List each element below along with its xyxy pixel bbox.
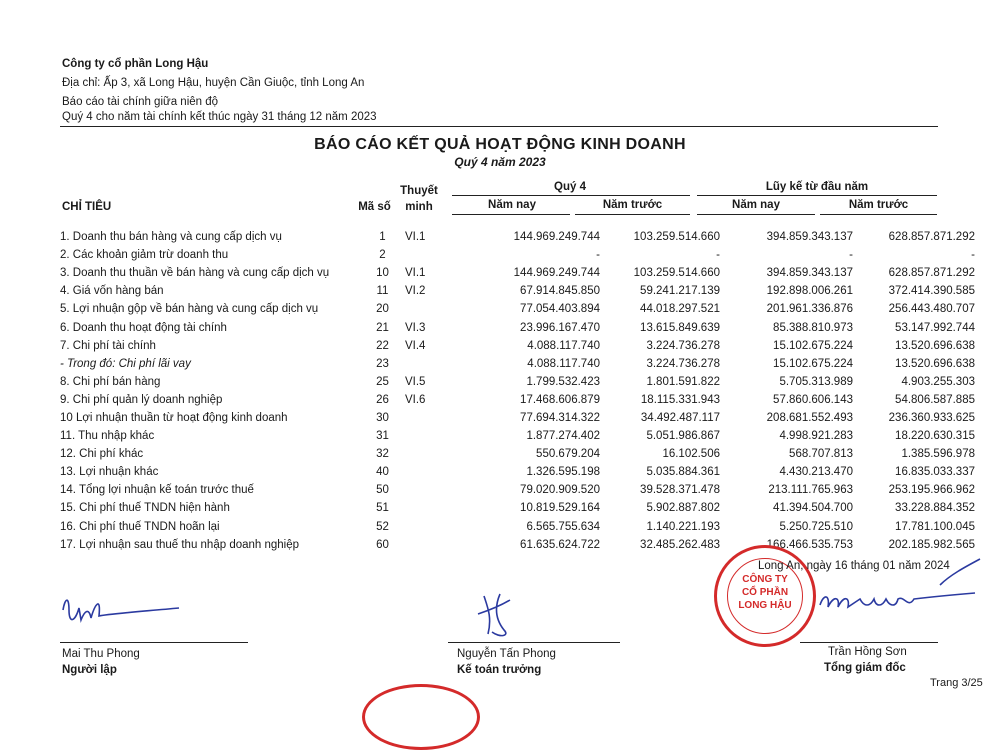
row-quarter-previous: 59.241.217.139	[640, 285, 720, 298]
row-ytd-previous: 253.195.966.962	[888, 484, 975, 497]
row-note	[405, 445, 460, 463]
col-quarter-current: Năm nay	[488, 199, 536, 211]
col-note: Thuyết minh	[400, 185, 438, 213]
row-quarter-current: 79.020.909.520	[520, 484, 600, 497]
row-quarter-previous: 1.140.221.193	[646, 520, 720, 533]
table-row	[60, 463, 975, 481]
row-indicator: 15. Chi phí thuế TNDN hiện hành	[60, 502, 230, 515]
director-line	[800, 642, 938, 643]
row-note	[405, 463, 460, 481]
row-quarter-previous: 18.115.331.943	[640, 393, 720, 406]
seal-line-3: LONG HẬU	[738, 600, 792, 611]
row-quarter-previous: 3.224.736.278	[646, 339, 720, 352]
row-quarter-current: 1.877.274.402	[526, 430, 600, 443]
row-ytd-current: 192.898.006.261	[766, 285, 853, 298]
row-code: 10	[376, 267, 389, 280]
row-note: VI.4	[405, 339, 426, 352]
row-code: 1	[379, 231, 386, 244]
table-row	[60, 300, 975, 318]
table-row	[60, 318, 975, 336]
ytd-current-rule	[697, 214, 815, 215]
seal-line-2: CỔ PHẦN	[741, 587, 789, 598]
row-ytd-previous: 236.360.933.625	[888, 411, 975, 424]
row-ytd-current: 85.388.810.973	[773, 321, 853, 334]
table-row	[60, 445, 975, 463]
row-indicator: 4. Giá vốn hàng bán	[60, 285, 164, 298]
row-ytd-previous: 13.520.696.638	[895, 357, 975, 370]
row-code: 25	[376, 375, 389, 388]
col-ytd-group: Lũy kế từ đầu năm	[765, 181, 869, 193]
row-code: 60	[376, 538, 389, 551]
col-quarter-group: Quý 4	[554, 181, 586, 193]
preparer-signature	[55, 580, 195, 640]
row-ytd-current: 41.394.504.700	[773, 502, 853, 515]
row-ytd-current: 568.707.813	[789, 448, 853, 461]
table-row	[60, 282, 975, 300]
row-ytd-previous: 1.385.596.978	[901, 448, 975, 461]
row-indicator: 3. Doanh thu thuần về bán hàng và cung cấp dịch vụ	[60, 267, 330, 280]
director-role: Tổng giám đốc	[824, 662, 906, 674]
row-code: 31	[376, 430, 389, 443]
table-row	[60, 499, 975, 517]
row-indicator: 17. Lợi nhuận sau thuế thu nhập doanh nghiệp	[60, 538, 300, 551]
row-note	[405, 300, 460, 318]
row-indicator: 11. Thu nhập khác	[60, 430, 155, 443]
director-name: Trần Hồng Sơn	[828, 646, 907, 658]
row-quarter-current: 144.969.249.744	[513, 267, 600, 280]
preparer-role: Người lập	[62, 664, 117, 676]
row-ytd-current: 15.102.675.224	[773, 357, 853, 370]
row-note	[405, 409, 460, 427]
row-ytd-previous: 628.857.871.292	[888, 231, 975, 244]
row-quarter-previous: 5.902.887.802	[646, 502, 720, 515]
row-quarter-previous: 103.259.514.660	[633, 231, 720, 244]
report-title: BÁO CÁO KẾT QUẢ HOẠT ĐỘNG KINH DOANH	[314, 136, 686, 153]
row-ytd-previous: 18.220.630.315	[895, 430, 975, 443]
accountant-signature	[470, 590, 530, 640]
row-ytd-current: 15.102.675.224	[773, 339, 853, 352]
company-address: Địa chỉ: Ấp 3, xã Long Hậu, huyện Cần Giuộc, tỉnh Long An	[62, 77, 365, 89]
preparer-line	[60, 642, 248, 643]
col-ytd-current: Năm nay	[732, 199, 780, 211]
row-code: 23	[376, 357, 389, 370]
row-quarter-previous: 32.485.262.483	[640, 538, 720, 551]
row-ytd-current: 166.466.535.753	[766, 538, 853, 551]
seal-line-1: CÔNG TY	[742, 574, 788, 585]
header-divider	[60, 126, 938, 127]
row-quarter-current: 4.088.117.740	[527, 357, 600, 370]
row-indicator: 13. Lợi nhuận khác	[60, 466, 159, 479]
row-quarter-current: 4.088.117.740	[527, 339, 600, 352]
row-quarter-previous: 3.224.736.278	[646, 357, 720, 370]
row-indicator: 2. Các khoản giảm trừ doanh thu	[60, 249, 229, 262]
row-code: 30	[376, 411, 389, 424]
row-code: 32	[376, 448, 389, 461]
row-code: 40	[376, 466, 389, 479]
row-ytd-previous: 256.443.480.707	[888, 303, 975, 316]
row-code: 11	[376, 285, 389, 298]
quarter-group-rule	[452, 195, 690, 196]
row-note: VI.1	[405, 267, 426, 280]
row-ytd-current: 5.705.313.989	[779, 375, 853, 388]
row-indicator: 5. Lợi nhuận gộp về bán hàng và cung cấp dịch vụ	[60, 303, 319, 316]
row-code: 50	[376, 484, 389, 497]
row-indicator: 8. Chi phí bán hàng	[60, 375, 161, 388]
table-row	[60, 246, 975, 264]
row-ytd-previous: 202.185.982.565	[888, 538, 975, 551]
row-ytd-current: 208.681.552.493	[766, 411, 853, 424]
row-ytd-previous: 628.857.871.292	[888, 267, 975, 280]
table-row	[60, 427, 975, 445]
report-period: Quý 4 cho năm tài chính kết thúc ngày 31 tháng 12 năm 2023	[62, 111, 377, 123]
row-ytd-previous: 13.520.696.638	[895, 339, 975, 352]
place-date: Long An, ngày 16 tháng 01 năm 2024	[758, 560, 950, 572]
table-row	[60, 337, 975, 355]
row-ytd-previous: 4.903.255.303	[901, 375, 975, 388]
row-note	[405, 427, 460, 445]
row-indicator: 9. Chi phí quản lý doanh nghiệp	[60, 393, 223, 406]
table-row	[60, 264, 975, 282]
row-note: VI.6	[405, 393, 426, 406]
row-code: 26	[376, 393, 389, 406]
row-ytd-current: 4.430.213.470	[779, 466, 853, 479]
row-ytd-previous: 33.228.884.352	[895, 502, 975, 515]
row-ytd-previous: 53.147.992.744	[895, 321, 975, 334]
row-note	[405, 355, 460, 373]
row-quarter-current: 144.969.249.744	[513, 231, 600, 244]
page-number: Trang 3/25	[930, 677, 983, 689]
row-code: 21	[376, 321, 389, 334]
col-ytd-previous: Năm trước	[848, 199, 909, 211]
row-indicator: 1. Doanh thu bán hàng và cung cấp dịch vụ	[60, 231, 282, 244]
table-row	[60, 536, 975, 554]
company-name: Công ty cổ phần Long Hậu	[62, 58, 209, 70]
row-quarter-current: 10.819.529.164	[520, 502, 600, 515]
quarter-current-rule	[452, 214, 570, 215]
row-ytd-current: -	[849, 249, 853, 262]
row-ytd-previous: 54.806.587.885	[895, 393, 975, 406]
row-quarter-previous: 44.018.297.521	[640, 303, 720, 316]
row-quarter-previous: 16.102.506	[662, 448, 720, 461]
row-note	[405, 246, 460, 264]
col-code: Mã số	[358, 201, 391, 213]
table-row	[60, 373, 975, 391]
row-code: 20	[376, 303, 389, 316]
row-note	[405, 481, 460, 499]
report-type: Báo cáo tài chính giữa niên độ	[62, 96, 219, 108]
row-ytd-previous: 372.414.390.585	[888, 285, 975, 298]
table-row	[60, 518, 975, 536]
table-row	[60, 391, 975, 409]
row-quarter-current: 550.679.204	[536, 448, 600, 461]
row-quarter-previous: 1.801.591.822	[646, 375, 720, 388]
row-code: 22	[376, 339, 389, 352]
row-quarter-current: 1.326.595.198	[526, 466, 600, 479]
col-indicator: CHỈ TIÊU	[62, 201, 112, 213]
ytd-previous-rule	[820, 214, 937, 215]
report-subtitle: Quý 4 năm 2023	[454, 155, 546, 169]
row-ytd-previous: -	[971, 249, 975, 262]
row-note: VI.3	[405, 321, 426, 334]
row-quarter-current: 67.914.845.850	[520, 285, 600, 298]
row-ytd-current: 201.961.336.876	[766, 303, 853, 316]
accountant-role: Kế toán trưởng	[457, 664, 542, 676]
row-note: VI.1	[405, 231, 426, 244]
row-quarter-current: 17.468.606.879	[520, 393, 600, 406]
row-note	[405, 536, 460, 554]
row-code: 51	[376, 502, 389, 515]
bottom-seal-fragment	[362, 684, 480, 750]
accountant-name: Nguyễn Tấn Phong	[457, 648, 556, 660]
row-ytd-current: 57.860.606.143	[773, 393, 853, 406]
row-ytd-current: 4.998.921.283	[779, 430, 853, 443]
col-quarter-previous: Năm trước	[602, 199, 663, 211]
row-quarter-previous: 39.528.371.478	[640, 484, 720, 497]
row-ytd-current: 213.111.765.963	[768, 484, 853, 497]
row-note: VI.2	[405, 285, 426, 298]
row-indicator: 14. Tổng lợi nhuận kế toán trước thuế	[60, 484, 254, 497]
row-quarter-previous: 34.492.487.117	[640, 411, 720, 424]
row-indicator: - Trong đó: Chi phí lãi vay	[60, 357, 191, 370]
row-indicator: 6. Doanh thu hoạt động tài chính	[60, 321, 227, 334]
income-statement-table	[60, 228, 975, 554]
row-ytd-previous: 16.835.033.337	[895, 466, 975, 479]
accountant-line	[448, 642, 620, 643]
row-note	[405, 499, 460, 517]
row-quarter-previous: 5.035.884.361	[646, 466, 720, 479]
ytd-group-rule	[697, 195, 937, 196]
table-row	[60, 228, 975, 246]
row-ytd-current: 394.859.343.137	[766, 231, 853, 244]
row-quarter-current: 61.635.624.722	[520, 538, 600, 551]
row-indicator: 16. Chi phí thuế TNDN hoãn lại	[60, 520, 220, 533]
row-ytd-previous: 17.781.100.045	[895, 520, 975, 533]
row-indicator: 12. Chi phí khác	[60, 448, 144, 461]
director-signature	[790, 555, 990, 625]
table-row	[60, 355, 975, 373]
table-row	[60, 409, 975, 427]
row-ytd-current: 5.250.725.510	[779, 520, 853, 533]
quarter-previous-rule	[575, 214, 690, 215]
row-indicator: 7. Chi phí tài chính	[60, 339, 156, 352]
row-indicator: 10 Lợi nhuận thuần từ hoạt động kinh doanh	[60, 411, 288, 424]
row-quarter-current: 77.054.403.894	[520, 303, 600, 316]
preparer-name: Mai Thu Phong	[62, 648, 140, 660]
row-quarter-current: 23.996.167.470	[520, 321, 600, 334]
row-code: 2	[379, 249, 386, 262]
row-quarter-previous: -	[716, 249, 720, 262]
row-quarter-current: -	[596, 249, 600, 262]
row-quarter-current: 77.694.314.322	[520, 411, 600, 424]
row-quarter-current: 1.799.532.423	[526, 375, 600, 388]
row-quarter-previous: 5.051.986.867	[646, 430, 720, 443]
row-quarter-previous: 13.615.849.639	[640, 321, 720, 334]
row-note	[405, 518, 460, 536]
row-quarter-current: 6.565.755.634	[526, 520, 600, 533]
row-quarter-previous: 103.259.514.660	[633, 267, 720, 280]
row-note: VI.5	[405, 375, 426, 388]
row-code: 52	[376, 520, 389, 533]
row-ytd-current: 394.859.343.137	[766, 267, 853, 280]
table-row	[60, 481, 975, 499]
